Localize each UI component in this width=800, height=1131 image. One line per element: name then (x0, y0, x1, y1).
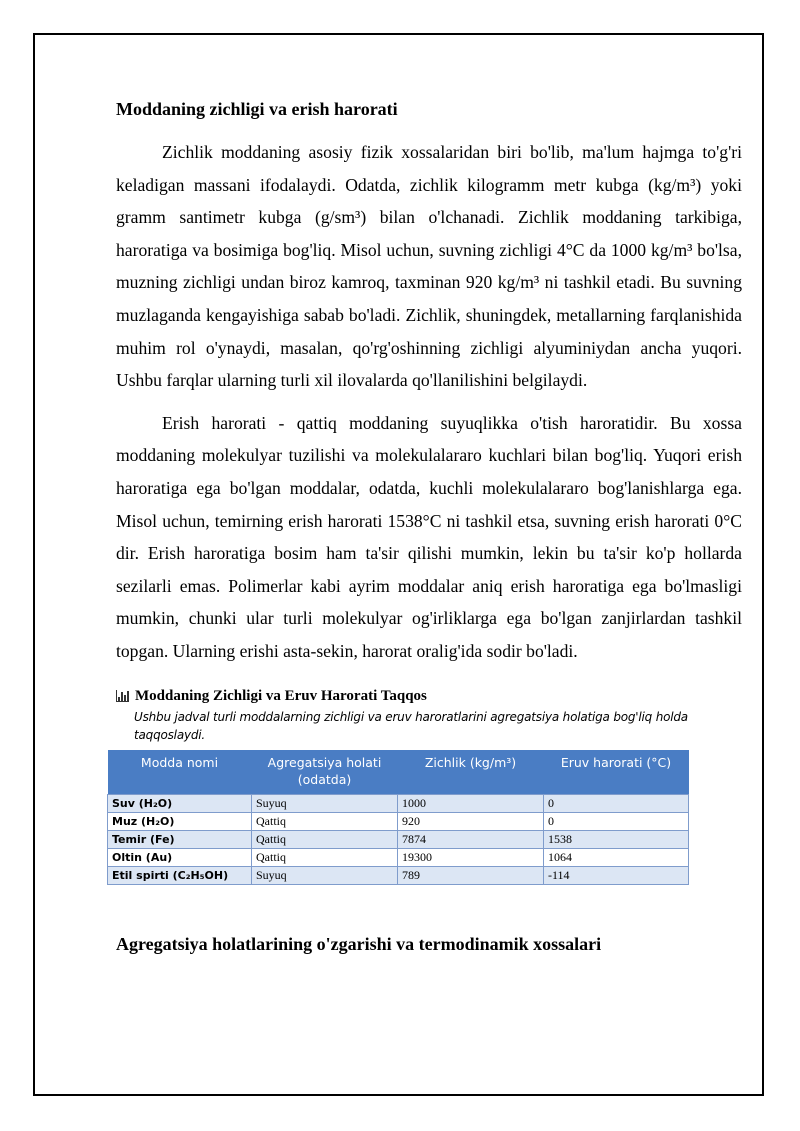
table-title-text: Moddaning Zichligi va Eruv Harorati Taqqos (135, 687, 427, 704)
table-row (108, 794, 689, 812)
table-cell: 789 (398, 866, 544, 884)
table-row (108, 812, 689, 830)
table-cell: 1064 (544, 848, 689, 866)
table-cell: Muz (H₂O) (108, 812, 252, 830)
table-cell: Oltin (Au) (108, 848, 252, 866)
document-body (112, 96, 742, 957)
table-cell: 1000 (398, 794, 544, 812)
table-cell: 7874 (398, 830, 544, 848)
table-title (116, 686, 742, 706)
column-header: Agregatsiya holati (odatda) (252, 750, 398, 795)
table-cell: Suyuq (252, 794, 398, 812)
bar-chart-icon (116, 690, 129, 702)
section-heading: Moddaning zichligi va erish harorati (116, 99, 398, 119)
section-heading-2: Agregatsiya holatlarining o'zgarishi va termodinamik xossalari (116, 933, 602, 954)
table-cell: Qattiq (252, 848, 398, 866)
table-cell: Suv (H₂O) (108, 794, 252, 812)
table-cell: Qattiq (252, 812, 398, 830)
table-cell: Qattiq (252, 830, 398, 848)
table-cell: 920 (398, 812, 544, 830)
table-row (108, 830, 689, 848)
paragraph-density: Zichlik moddaning asosiy fizik xossalaridan biri bo'lib, ma'lum hajmga to'g'ri keladigan massani ifodalaydi. Odatda, zichlik kilogramm metr kubga (kg/m³) yoki gramm santimetr kubga (g/sm³) bilan o'lchanadi. Zichlik moddaning tarkibiga, haroratiga va bosimiga bog'liq. Misol uchun, suvning zichligi 4°C da 1000 kg/m³ bo'lsa, muzning zichligi undan biroz kamroq, taxminan 920 kg/m³ ni tashkil etadi. Bu suvning muzlaganda kengayishiga sabab bo'ladi. Zichlik, shuningdek, metallarning farqlanishida muhim rol o'ynaydi, masalan, qo'rg'oshinning zichligi alyuminiydan ancha yuqori. Ushbu farqlar ularning turli xil ilovalarda qo'llanilishini belgilaydi. (116, 142, 742, 391)
paragraph-melting-point: Erish harorati - qattiq moddaning suyuqlikka o'tish haroratidir. Bu xossa moddaning molekulyar tuzilishi va molekulalararo kuchlari bilan bog'liq. Yuqori erish haroratiga ega bo'lgan moddalar, odatda, kuchli molekulalararo bog'lanishlarga ega. Misol uchun, temirning erish harorati 1538°C ni tashkil etsa, suvning erish harorati 0°C dir. Erish haroratiga bosim ham ta'sir qilishi mumkin, lekin bu ta'sir ko'p hollarda sezilarli emas. Polimerlar kabi ayrim moddalar aniq erish haroratiga ega bo'lmasligi mumkin, chunki ular turli molekulyar og'irliklarga ega bo'lgan zanjirlardan tashkil topgan. Ularning erishi asta-sekin, harorat oralig'ida sodir bo'ladi. (116, 412, 742, 661)
column-header: Eruv harorati (°C) (544, 750, 689, 795)
table-cell: -114 (544, 866, 689, 884)
column-header: Modda nomi (108, 750, 252, 795)
table-caption: Ushbu jadval turli moddalarning zichligi va eruv haroratlarini agregatsiya holatiga bog'liq holda taqqoslaydi. (134, 709, 688, 742)
table-cell: Temir (Fe) (108, 830, 252, 848)
table-cell: Suyuq (252, 866, 398, 884)
column-header: Zichlik (kg/m³) (398, 750, 544, 795)
table-cell: 1538 (544, 830, 689, 848)
table-cell: 0 (544, 812, 689, 830)
table-cell: Etil spirti (C₂H₅OH) (108, 866, 252, 884)
table-row (108, 848, 689, 866)
table-cell: 0 (544, 794, 689, 812)
data-table (107, 750, 689, 885)
table-cell: 19300 (398, 848, 544, 866)
table-row (108, 866, 689, 884)
table-header-row (108, 750, 689, 795)
